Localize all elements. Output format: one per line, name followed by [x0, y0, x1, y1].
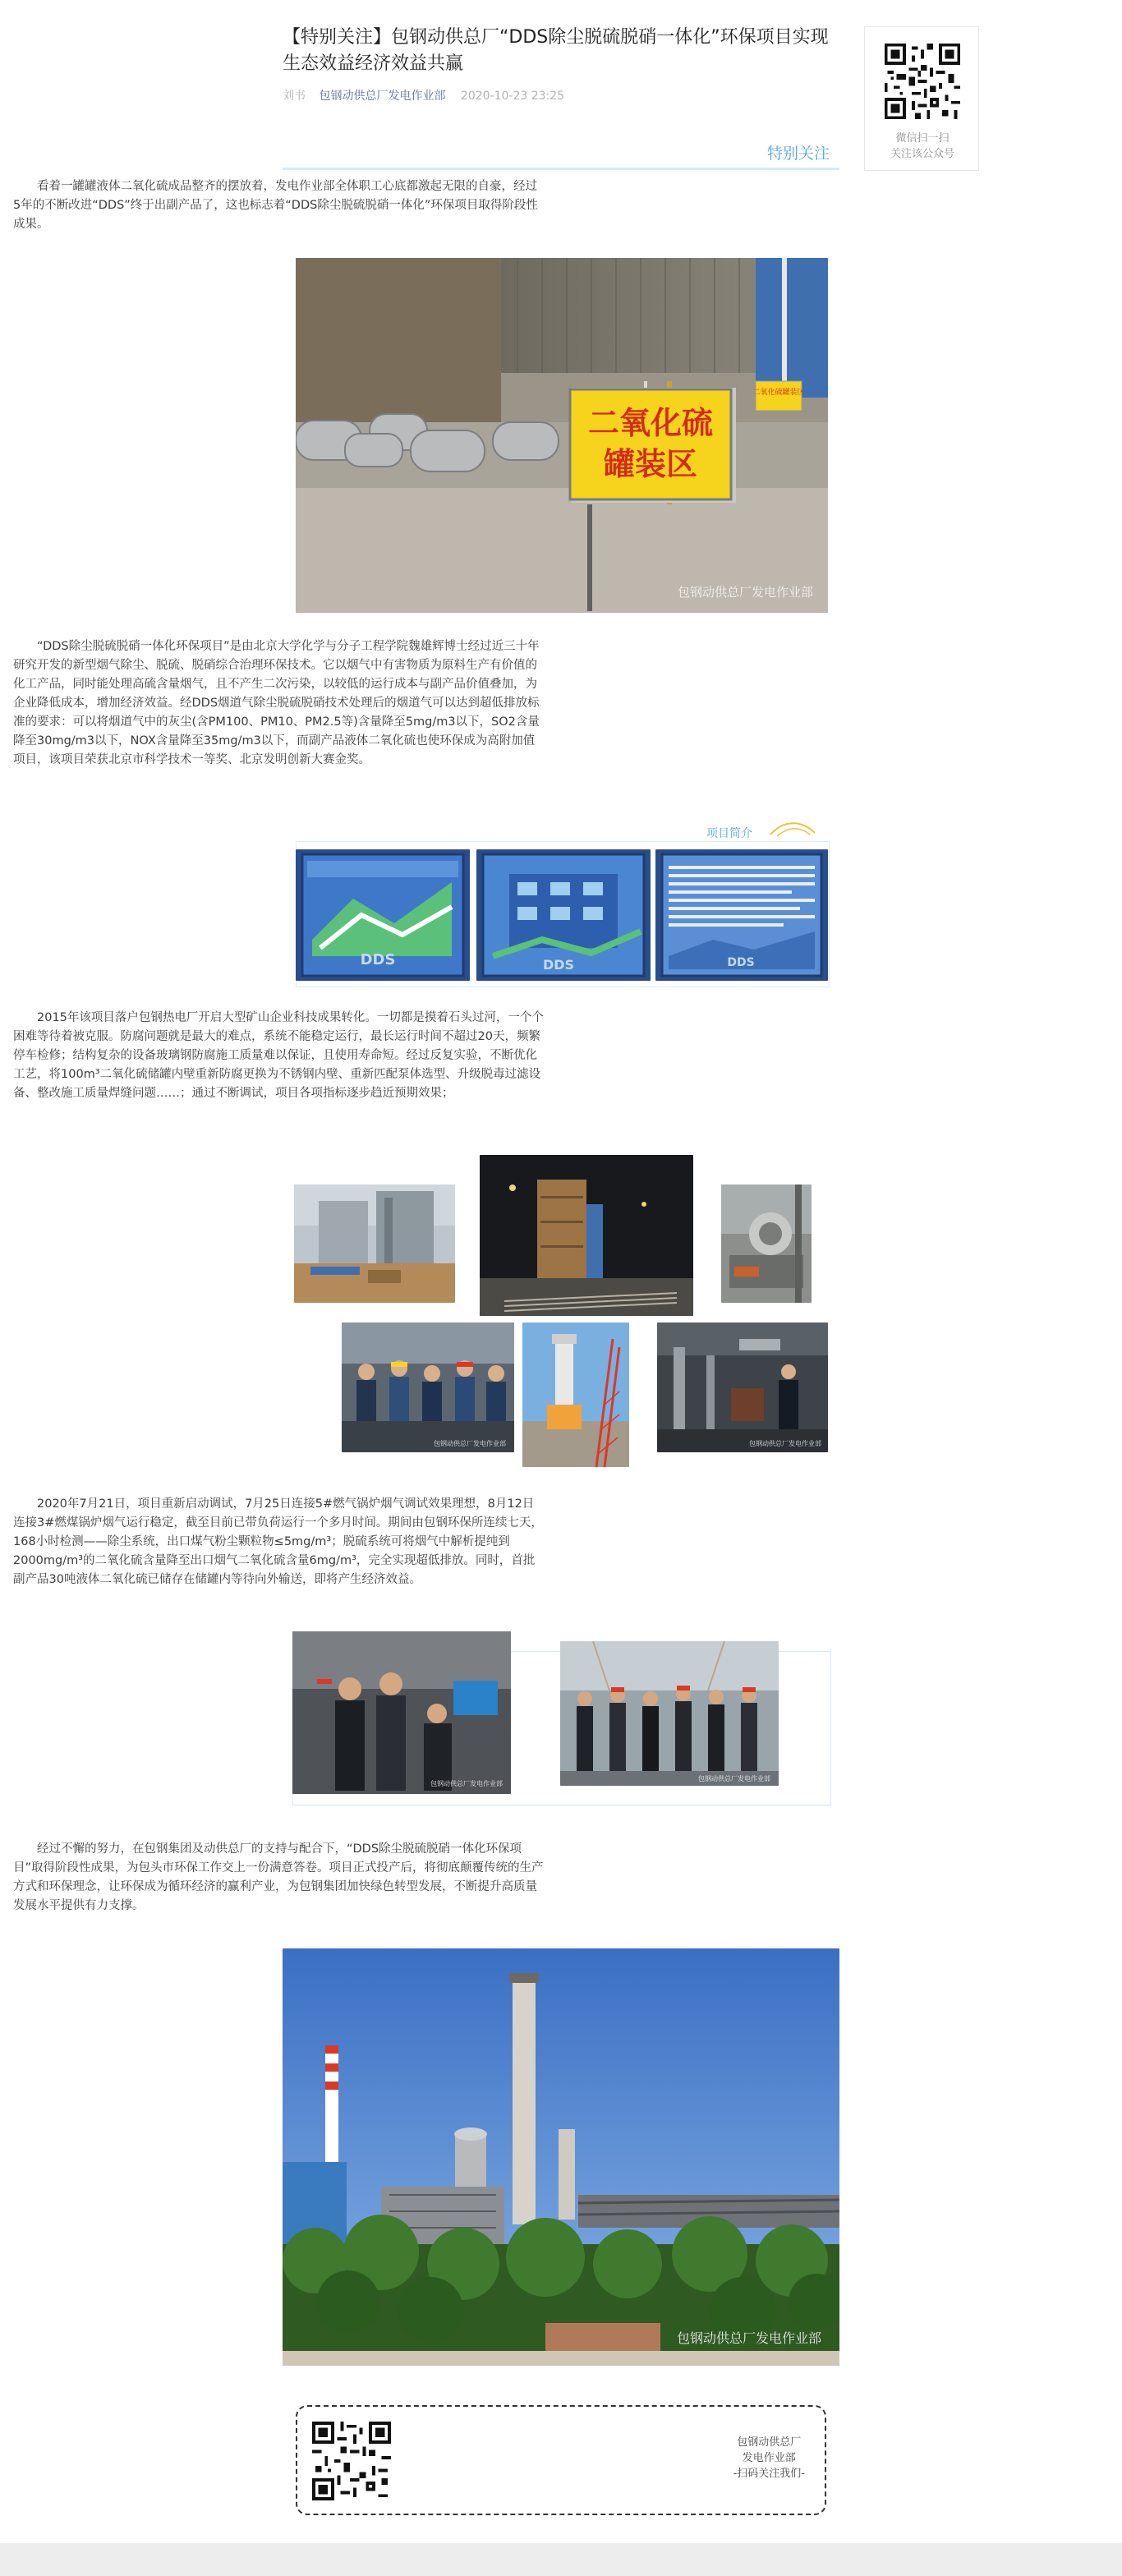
- photo-night-construction: [480, 1155, 693, 1316]
- follow-card-line1: 包钢动供总厂: [737, 2436, 802, 2449]
- photo-leaders-watermark: 包钢动供总厂发电作业部: [698, 1775, 770, 1782]
- article-title: 【特别关注】包钢动供总厂“DDS除尘脱硫脱硝一体化”环保项目实现生态效益经济效益共赢: [283, 27, 829, 74]
- photo-poster-3: [655, 849, 828, 981]
- photo-inspection-team: [292, 1631, 511, 1794]
- qr-caption-line2: 关注该公众号: [890, 148, 954, 160]
- photo1-watermark: 包钢动供总厂发电作业部: [677, 585, 813, 600]
- photo-power-plant-panorama: [283, 1948, 839, 2366]
- photo-workers-watermark: 包钢动供总厂发电作业部: [434, 1440, 506, 1447]
- poster3-text: DDS: [727, 956, 755, 969]
- follow-card-text: [733, 2435, 805, 2482]
- photo-chimney-crane: [522, 1322, 629, 1467]
- photo-so2-tank-area: [296, 258, 828, 613]
- panorama-watermark: 包钢动供总厂发电作业部: [676, 2330, 821, 2346]
- photo-poster-1: [296, 849, 470, 981]
- photo-workshop-interior: [657, 1322, 828, 1452]
- sign-text-line2: 罐装区: [603, 446, 698, 482]
- sign-text-line1: 二氧化硫: [587, 405, 714, 441]
- paragraph-commissioning: 2020年7月21日，项目重新启动调试，7月25日连接5#燃气锅炉烟气调试效果理想，8月12日连接3#燃煤锅炉烟气运行稳定，截至目前已带负荷运行一个多月时间。期间由包钢环保所连续七天，168小时检测——除尘系统，出口煤气粉尘颗粒物≤5mg/m³；脱硫系统可将烟气中解析提纯到2000mg/m³的二氧化硫含量降至出口烟气二氧化硫含量6mg/m³，完全实现超低排放。同时，首批副产品30吨液体二氧化硫已储存在储罐内等待向外输送，即将产生经济效益。: [13, 1497, 543, 1586]
- photo-site-outdoor: [294, 1184, 455, 1303]
- photo-leaders-visit: [560, 1641, 779, 1786]
- photo-workers-meeting: [342, 1322, 514, 1452]
- paragraph-challenges: 2015年该项目落户包钢热电厂开启大型矿山企业科技成果转化。一切都是摸着石头过河，一个个困难等待着被克服。防腐问题就是最大的难点，系统不能稳定运行，最长运行时间不超过20天，频繁停车检修；结构复杂的设备玻璃钢防腐施工质量难以保证，且使用寿命短。经过反复实验，不断优化工艺，将100m³二氧化硫储罐内壁重新防腐更换为不锈钢内壁、重新匹配泵体选型、升级脱毒过滤设备、整改施工质量焊缝问题……；通过不断调试，项目各项指标逐步趋近预期效果；: [13, 1011, 544, 1100]
- article-author: 刘书: [283, 90, 306, 103]
- photo-equipment-interior: [721, 1184, 812, 1303]
- swirl-decoration-icon: [769, 818, 818, 840]
- paragraph-intro: 看着一罐罐液体二氧化硫成品整齐的摆放着，发电作业部全体职工心底都激起无限的自豪，经过5年的不断改进“DDS”终于出副产品了，这也标志着“DDS除尘脱硫脱硝一体化”环保项目取得阶段性成果。: [13, 180, 538, 231]
- qr-code-icon: [885, 44, 960, 119]
- article-meta: [283, 87, 564, 104]
- qr-caption-line1: 微信扫一扫: [895, 132, 950, 145]
- follow-card-line2: 发电作业部: [742, 2452, 796, 2464]
- special-section-header: [283, 138, 839, 170]
- photo-poster-2: [476, 849, 651, 981]
- qr-caption: [865, 131, 980, 162]
- photo-inspection-watermark: 包钢动供总厂发电作业部: [430, 1780, 503, 1787]
- poster1-text: DDS: [360, 951, 396, 968]
- paragraph-conclusion: 经过不懈的努力，在包钢集团及动供总厂的支持与配合下，“DDS除尘脱硫脱硝一体化环保项目”取得阶段性成果，为包头市环保工作交上一份满意答卷。项目正式投产后，将彻底颠覆传统的生产方式和环保理念，让环保成为循环经济的赢利产业，为包钢集团加快绿色转型发展，不断提升高质量发展水平提供有力支撑。: [13, 1842, 544, 1912]
- bottom-qr-code-icon: [312, 2422, 391, 2500]
- small-sign-text: 二氧化硫罐装区: [752, 389, 805, 397]
- special-section-label: 特别关注: [766, 145, 830, 163]
- account-link[interactable]: 包钢动供总厂发电作业部: [319, 90, 446, 103]
- poster2-text: DDS: [542, 957, 575, 973]
- project-intro-label: 项目简介: [706, 827, 752, 840]
- publish-date: 2020-10-23 23:25: [460, 90, 565, 103]
- qr-panel: [864, 26, 979, 171]
- paragraph-technology: “DDS除尘脱硫脱硝一体化环保项目”是由北京大学化学与分子工程学院魏雄辉博士经过近三十年研究开发的新型烟气除尘、脱硫、脱硝综合治理环保技术。它以烟气中有害物质为原料生产有价值的化工产品，同时能处理高硫含量烟气，且不产生二次污染，以较低的运行成本与副产品价值叠加，为企业降低成本，增加经济效益。经DDS烟道气除尘脱硫脱硝技术处理后的烟道气可以达到超低排放标准的要求：可以将烟道气中的灰尘(含PM100、PM10、PM2.5等)含量降至5mg/m3以下，SO2含量降至30mg/m3以下，NOX含量降至35mg/m3以下，而副产品液体二氧化硫也使环保成为高附加值项目，该项目荣获北京市科学技术一等奖、北京发明创新大赛金奖。: [13, 640, 540, 766]
- follow-card: [296, 2405, 826, 2515]
- follow-card-line3: -扫码关注我们-: [733, 2468, 805, 2480]
- photo-workshop-watermark: 包钢动供总厂发电作业部: [749, 1440, 821, 1447]
- page-footer-band: [0, 2543, 1122, 2576]
